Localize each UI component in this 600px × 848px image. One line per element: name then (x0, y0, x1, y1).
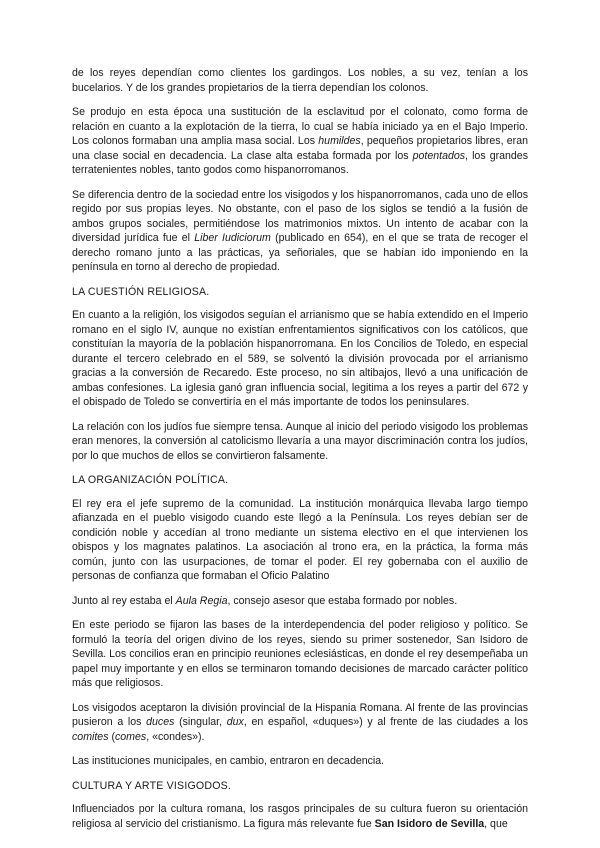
section-heading-religiosa: LA CUESTIÓN RELIGIOSA. (72, 285, 210, 298)
term-liber-iudiciorum: Liber Iudiciorum (194, 232, 271, 244)
paragraph-colonato: Se produjo en esta época una sustitución de la esclavitud por el colonato, como forma de relación en cuanto a la explotación de la tierra, lo cual se había iniciado ya en el Bajo Imperio. Los colonos formaban una amplia masa social. Los humildes, pequeños propietarios libres, eran una clase social en decadencia. La clase alta estaba formada por los potentados, los grandes terratenientes nobles, tanto godos como hispanorromanos. (72, 106, 528, 176)
paragraph-municipales: Las instituciones municipales, en cambio, entraron en decadencia. (72, 755, 385, 767)
paragraph-poder: En este periodo se fijaron las bases de la interdependencia del poder religioso y político. Se formuló la teoría del origen divino de los reyes, siendo su primer sostenedor, San Isidoro de Sevilla. Los concilios eran en principio reuniones eclesiásticas, en donde el rey desempeñaba un papel muy importante y en ellos se terminaron tomando decisiones de marcado carácter político más que religiosos. (72, 619, 528, 689)
paragraph-sociedad: Se diferencia dentro de la sociedad entre los visigodos y los hispanorromanos, cada uno de ellos regido por sus propias leyes. No obstante, con el paso de los siglos se tendió a la fusión de ambos grupos sociales, permitiéndose los matrimonios mixtos. Un intento de acabar con la diversidad jurídica fue el Liber Iudiciorum (publicado en 654), en el que se trata de recoger el derecho romano junto a las prácticas, ya señoriales, que se habían ido imponiendo en la península en torno al derecho de propiedad. (72, 188, 528, 273)
paragraph-religion: En cuanto a la religión, los visigodos seguían el arrianismo que se había extendido en el Imperio romano en el siglo IV, aunque no existían enfrentamientos significativos con los católicos, que constituían la mayoría de la población hispanorromana. En los Concilios de Toledo, en especial durante el tercero celebrado en el 589, se solventó la división provocada por el arrianismo gracias a la conversión de Recaredo. Este proceso, no sin altibajos, llevó a una unificación de ambas confesiones. La iglesia ganó gran influencia social, legitima a los reyes a partir del 672 y el obispado de Toledo se convertiría en el más importante de todos los peninsulares. (72, 309, 528, 408)
term-san-isidoro: San Isidoro de Sevilla (374, 817, 485, 830)
section-heading-cultura: CULTURA Y ARTE VISIGODOS. (72, 779, 232, 792)
term-comites: comites (72, 730, 109, 743)
term-aula-regia: Aula Regia (175, 594, 228, 607)
paragraph-rey: El rey era el jefe supremo de la comunidad. La institución monárquica llevaba largo tiempo afianzada en el pueblo visigodo cuando este llegó a la Península. Los reyes debían ser de condición noble y accedían al trono mediante un sistema electivo en el que intervienen los obispos y los magnates palatinos. La asociación al trono era, en la práctica, la forma más común, junto con las usurpaciones, de tomar el poder. El rey gobernaba con el auxilio de personas de confianza que formaban el Oficio Palatino (72, 497, 528, 582)
term-duces: duces (146, 716, 175, 728)
paragraph-dependencias: de los reyes dependían como clientes los gardingos. Los nobles, a su vez, tenían a los bucelarios. Y de los grandes propietarios de la tierra dependían los colonos. (72, 67, 528, 94)
paragraph-judios: La relación con los judíos fue siempre tensa. Aunque al inicio del periodo visigodo los problemas eran menores, la conversión al catolicismo llevaría a una mayor discriminación contra los judíos, por lo que muchos de ellos se convirtieron falsamente. (72, 420, 528, 462)
term-humildes: humildes (318, 135, 361, 147)
term-comes: comes (114, 730, 147, 743)
paragraph-provincias: Los visigodos aceptaron la división provincial de la Hispania Romana. Al frente de las provincias pusieron a los duces (singular, dux, en español, «duques») y al frente de las ciudades a los comites (comes, «condes»). (72, 701, 529, 743)
section-heading-politica: LA ORGANIZACIÓN POLÍTICA. (72, 474, 229, 486)
term-dux: dux (226, 716, 244, 728)
paragraph-cultura: Influenciados por la cultura romana, los rasgos principales de su cultura fueron su orientación religiosa al servicio del cristianismo. La figura más relevante fue San Isidoro de Sevilla, que (72, 803, 528, 830)
paragraph-aula-regia: Junto al rey estaba el Aula Regia, consejo asesor que estaba formado por nobles. (72, 594, 458, 607)
term-potentados: potentados (412, 149, 466, 162)
